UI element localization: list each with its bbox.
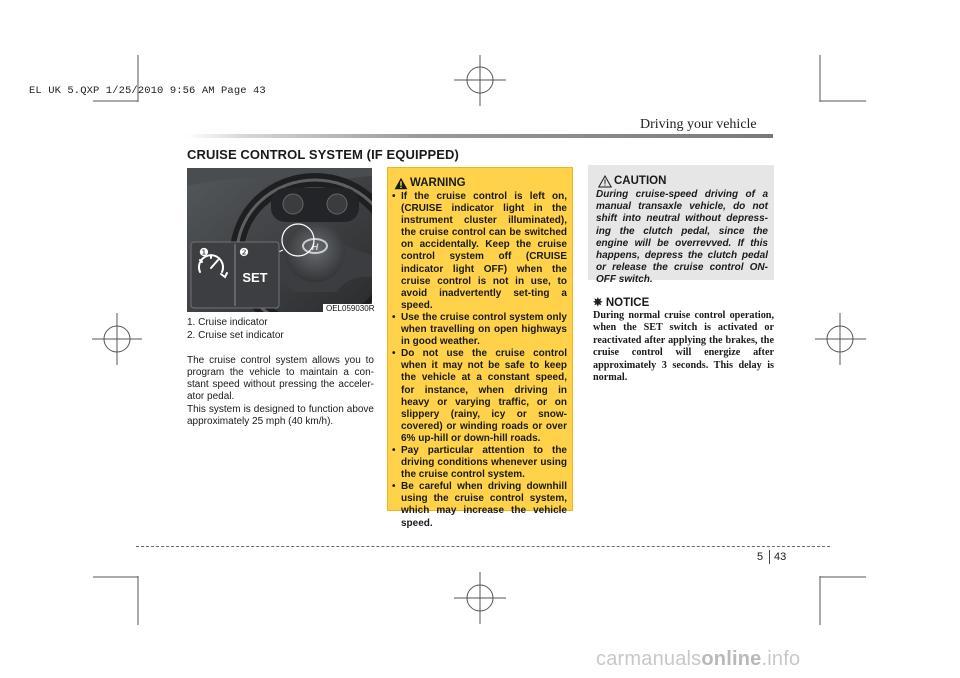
print-header: EL UK 5.QXP 1/25/2010 9:56 AM Page 43 [29,85,266,97]
set-indicator-label: SET [242,270,268,285]
logo-letter: H [311,242,319,252]
callout-2: ❷ [239,246,249,259]
warning-item [392,481,567,529]
warning-item [392,191,567,312]
warning-title: WARNING [410,177,466,189]
warning-item-text: Do not use the cruise control when it may not be safe to keep the vehicle at a constant speed, for instance, when driving in heavy or varying traffic, or on slippery (rainy, icy or snow-covered) or winding roads or over 6% up-hill or down-hill roads. [401,348,567,444]
bullet: • [392,191,396,202]
footer-dashed-rule [136,546,830,547]
figure-code: OEL059030R [323,304,377,314]
bullet: • [392,444,396,456]
bullet: • [392,311,396,323]
chapter-number: 5 [757,551,764,563]
warning-item-text: Use the cruise control system only when travelling on open highways in good weather. [401,311,567,348]
watermark-part: online [701,648,762,670]
page-number-divider [769,550,770,564]
watermark [596,648,800,671]
page-number: 43 [774,551,787,563]
warning-item-text: If the cruise control is left on, (CRUISE indicator light in the instrument cluster illuminated), the cruise control can be switched on accidentally. Keep the cruise control system off (CRUISE indicator light OFF) when the cruise control is not in use, to avoid inadvertently set-ting a speed. [401,191,567,311]
warning-icon [394,177,408,190]
warning-item-text: Be careful when driving downhill using the cruise control system, which may increase the vehicle speed. [401,481,567,529]
caution-text: During cruise-speed driving of a manual transaxle vehicle, do not shift into neutral without depress-ing the clutch pedal, since the engine will be overrevved. If this happens, depress the clutch pedal or release the cruise control ON-OFF switch. [596,189,768,286]
section-header: Driving your vehicle [640,117,757,132]
body-paragraph: The cruise control system allows you to program the vehicle to maintain a con-stant speed without pressing the acceler-ator pedal. [187,355,374,402]
steering-wheel-illustration [187,168,372,312]
bullet: • [392,481,396,493]
warning-item [392,348,567,445]
warning-item [392,312,567,348]
warning-item [392,445,567,481]
header-rule [187,134,773,138]
watermark-part: .info [761,648,801,670]
warning-item-text: Pay particular attention to the driving conditions whenever using the cruise control system. [401,444,567,481]
notice-text: During normal cruise control operation, when the SET switch is activated or reactivated after applying the brakes, the cruise control will energize after approximately 3 seconds. This delay is normal. [593,310,774,384]
page-title: CRUISE CONTROL SYSTEM (IF EQUIPPED) [187,147,459,162]
notice-title: ✵ NOTICE [593,297,650,309]
callout-1: ❶ [199,246,209,259]
caution-icon [598,175,612,188]
bullet: • [392,348,396,360]
body-paragraph: This system is designed to function above approximately 25 mph (40 km/h). [187,404,374,427]
caption-2: 2. Cruise set indicator [187,330,284,341]
cruise-control-figure [187,168,372,312]
caption-1: 1. Cruise indicator [187,317,268,328]
warning-list [392,191,567,530]
caution-title: CAUTION [614,175,667,187]
watermark-part: carmanuals [596,648,702,670]
